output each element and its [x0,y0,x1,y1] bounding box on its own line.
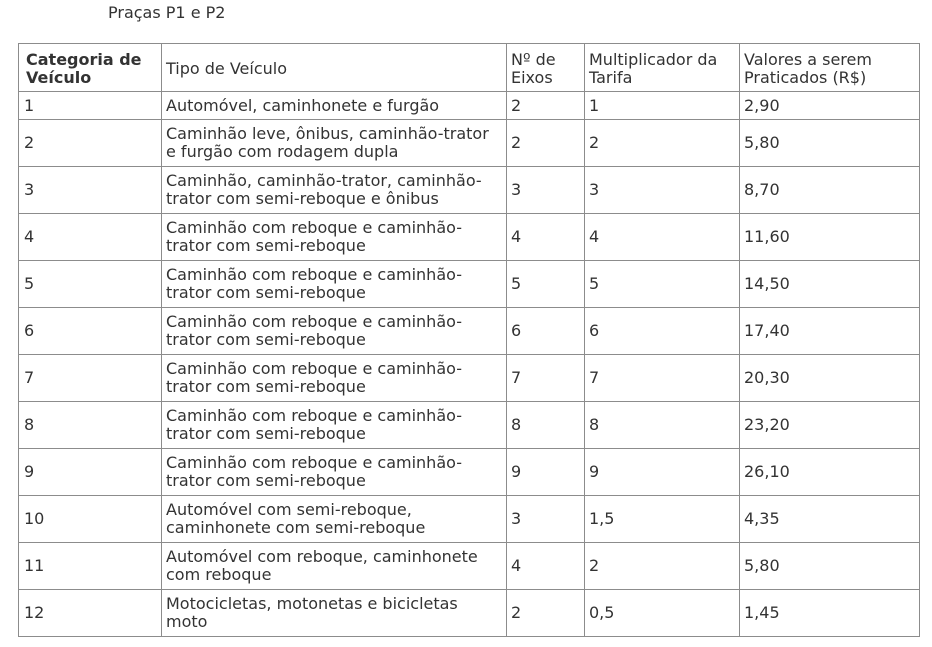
cell-valor: 11,60 [740,214,920,261]
table-row [19,167,920,214]
cell-categoria: 12 [19,590,162,637]
table-row [19,355,920,402]
toll-table [18,43,920,637]
cell-multiplicador: 9 [585,449,740,496]
cell-valor: 23,20 [740,402,920,449]
cell-eixos: 3 [507,167,585,214]
section-heading: Praças P1 e P2 [108,3,226,22]
header-eixos: Nº de Eixos [507,44,585,92]
cell-tipo: Caminhão com reboque e caminhão-trator com semi-reboque [162,449,507,496]
cell-multiplicador: 8 [585,402,740,449]
cell-eixos: 6 [507,308,585,355]
cell-categoria: 5 [19,261,162,308]
cell-tipo: Caminhão com reboque e caminhão-trator com semi-reboque [162,308,507,355]
cell-valor: 1,45 [740,590,920,637]
table-row [19,496,920,543]
cell-categoria: 2 [19,120,162,167]
table-row [19,449,920,496]
cell-multiplicador: 2 [585,543,740,590]
cell-tipo: Caminhão, caminhão-trator, caminhão-trator com semi-reboque e ônibus [162,167,507,214]
cell-valor: 2,90 [740,92,920,120]
cell-categoria: 4 [19,214,162,261]
cell-categoria: 11 [19,543,162,590]
cell-multiplicador: 4 [585,214,740,261]
cell-categoria: 10 [19,496,162,543]
cell-tipo: Caminhão leve, ônibus, caminhão-trator e furgão com rodagem dupla [162,120,507,167]
cell-eixos: 2 [507,590,585,637]
table-row [19,308,920,355]
cell-multiplicador: 3 [585,167,740,214]
cell-eixos: 4 [507,214,585,261]
header-valores: Valores a serem Praticados (R$) [740,44,920,92]
cell-categoria: 6 [19,308,162,355]
header-categoria: Categoria de Veículo [19,44,162,92]
cell-tipo: Caminhão com reboque e caminhão-trator com semi-reboque [162,261,507,308]
cell-categoria: 7 [19,355,162,402]
cell-categoria: 9 [19,449,162,496]
cell-multiplicador: 1,5 [585,496,740,543]
cell-categoria: 3 [19,167,162,214]
cell-multiplicador: 6 [585,308,740,355]
cell-eixos: 7 [507,355,585,402]
cell-valor: 4,35 [740,496,920,543]
cell-valor: 17,40 [740,308,920,355]
cell-valor: 14,50 [740,261,920,308]
cell-valor: 5,80 [740,120,920,167]
table-row [19,214,920,261]
cell-tipo: Caminhão com reboque e caminhão-trator com semi-reboque [162,402,507,449]
table-row [19,92,920,120]
table-row [19,261,920,308]
table-header-row [19,44,920,92]
header-multiplicador: Multiplicador da Tarifa [585,44,740,92]
cell-multiplicador: 5 [585,261,740,308]
cell-eixos: 8 [507,402,585,449]
table-row [19,543,920,590]
cell-eixos: 5 [507,261,585,308]
cell-tipo: Automóvel com semi-reboque, caminhonete com semi-reboque [162,496,507,543]
cell-valor: 20,30 [740,355,920,402]
cell-tipo: Automóvel, caminhonete e furgão [162,92,507,120]
cell-multiplicador: 1 [585,92,740,120]
cell-eixos: 9 [507,449,585,496]
cell-valor: 8,70 [740,167,920,214]
cell-tipo: Automóvel com reboque, caminhonete com reboque [162,543,507,590]
cell-eixos: 3 [507,496,585,543]
cell-eixos: 2 [507,120,585,167]
cell-tipo: Caminhão com reboque e caminhão-trator com semi-reboque [162,214,507,261]
cell-tipo: Motocicletas, motonetas e bicicletas moto [162,590,507,637]
cell-valor: 5,80 [740,543,920,590]
header-tipo: Tipo de Veículo [162,44,507,92]
table-row [19,590,920,637]
cell-multiplicador: 2 [585,120,740,167]
cell-multiplicador: 7 [585,355,740,402]
cell-categoria: 1 [19,92,162,120]
cell-multiplicador: 0,5 [585,590,740,637]
cell-eixos: 4 [507,543,585,590]
table-row [19,402,920,449]
cell-valor: 26,10 [740,449,920,496]
cell-tipo: Caminhão com reboque e caminhão-trator com semi-reboque [162,355,507,402]
table-row [19,120,920,167]
cell-categoria: 8 [19,402,162,449]
cell-eixos: 2 [507,92,585,120]
